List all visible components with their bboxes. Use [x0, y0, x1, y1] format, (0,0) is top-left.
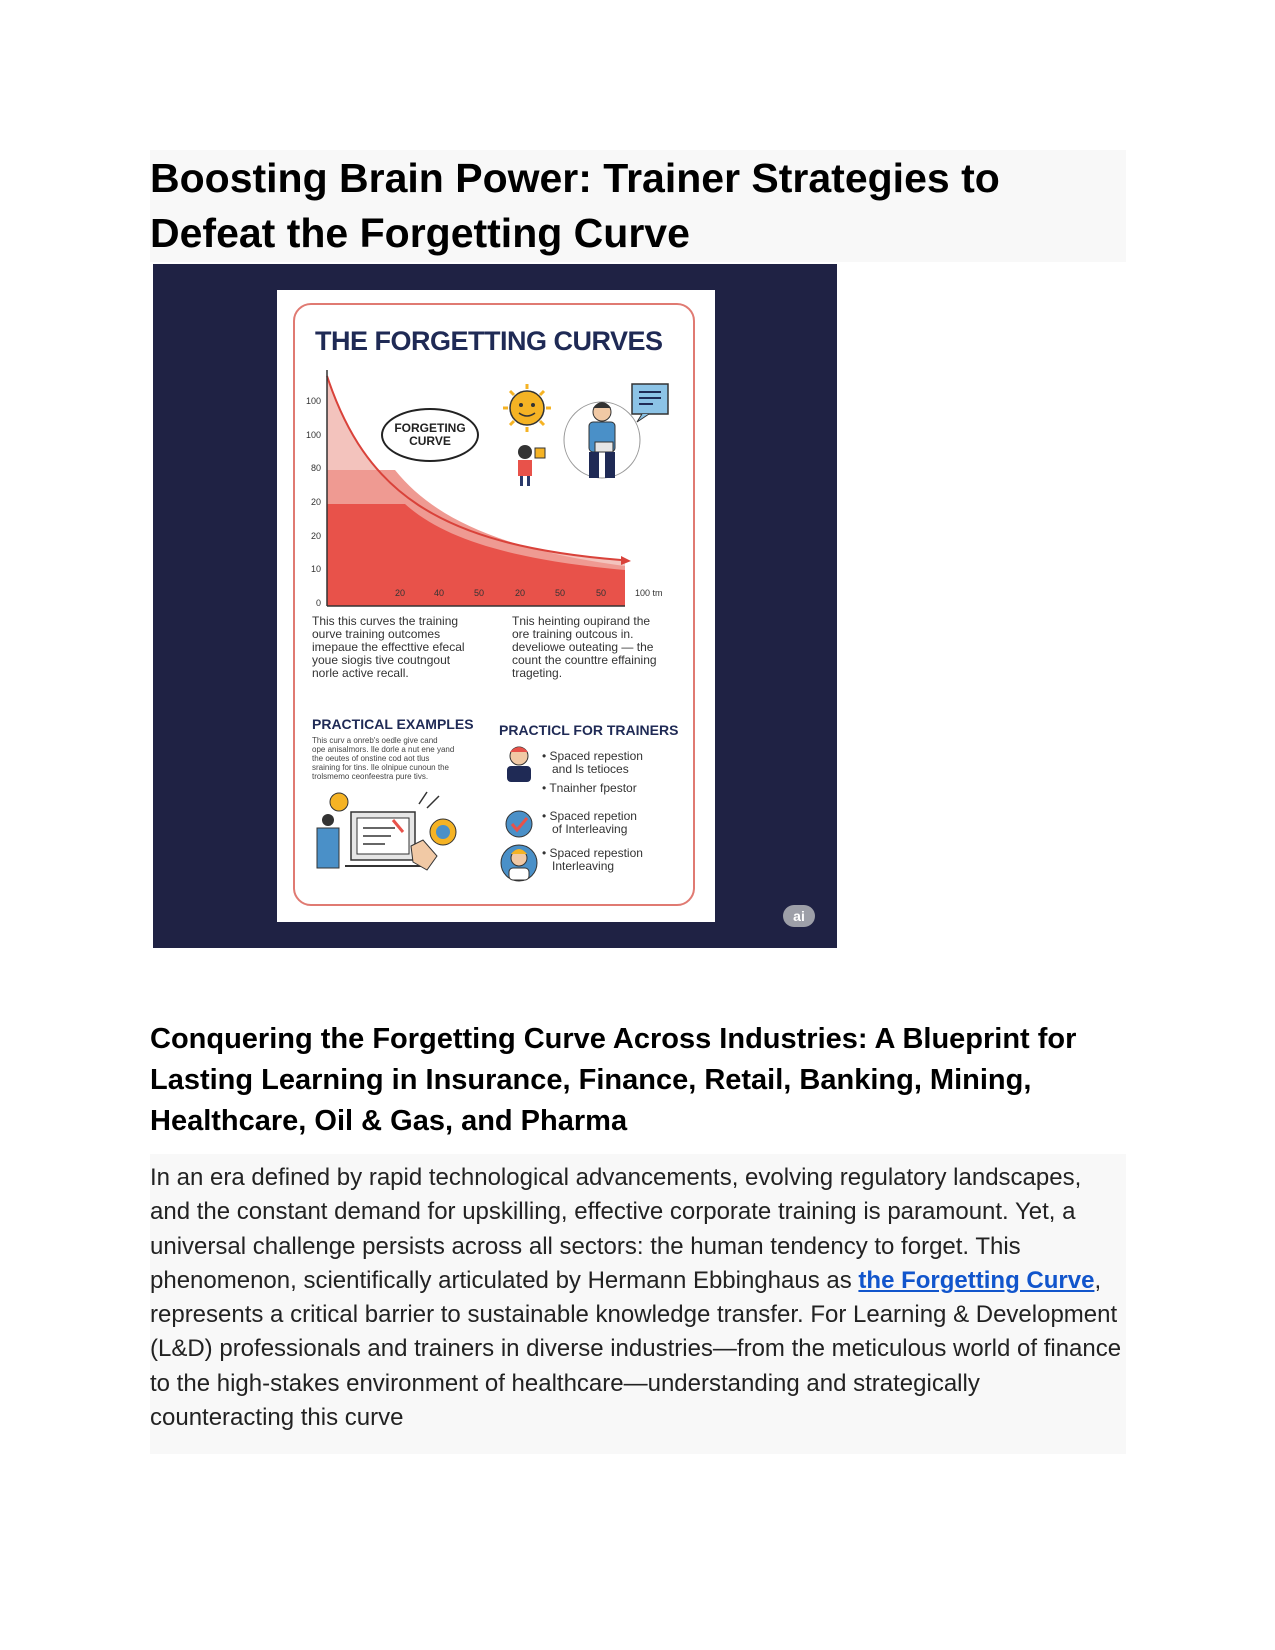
text-line: count the counttre effaining [512, 653, 657, 667]
avatar-icon [507, 747, 531, 782]
bubble-line: FORGETING [394, 421, 466, 435]
computer-illustration [315, 790, 465, 875]
body-paragraph [150, 1154, 1126, 1435]
trainer-illustration [497, 382, 672, 497]
right-paragraph [512, 615, 692, 680]
text-line: trageting. [512, 666, 563, 680]
tip-line: • Tnainher fpestor [542, 781, 637, 795]
text-line: sraining for tins. Ile olnipue cunoun the [312, 763, 449, 772]
text-line: norle active recall. [312, 666, 409, 680]
left-paragraph [312, 615, 487, 680]
y-tick: 0 [315, 598, 321, 608]
title-block [150, 150, 1126, 262]
y-tick: 100 [305, 396, 321, 406]
poster-image [153, 264, 837, 948]
text-line: the oeutes of onstine cod aot tlus [312, 754, 430, 763]
text-line: imepaue the effecttive efecal [312, 640, 465, 654]
text-line: develiowe outeating — the [512, 640, 654, 654]
avatar-icon [501, 845, 537, 881]
body-text: In an era defined by rapid technological advancements, evolving regulatory landscapes, and the constant demand for upskilling, effective corporate training is paramount. Yet, a universal challenge persists across all sectors: the human tendency to forget. This phenomenon, scientifically articulated by Hermann Ebbinghaus as [150, 1164, 1082, 1294]
ai-badge: ai [783, 905, 815, 927]
x-tick: 50 [555, 588, 566, 598]
y-tick: 80 [310, 463, 321, 473]
checkmark-icon [506, 811, 532, 837]
forgetting-curve-bubble [381, 408, 479, 462]
sun-icon [503, 384, 551, 432]
text-line: youe siogis tive coutngout [312, 653, 451, 667]
x-tick: 100 tm [635, 588, 663, 598]
tip-line: of Interleaving [552, 822, 628, 836]
y-tick: 100 [305, 430, 321, 440]
page-title: Boosting Brain Power: Trainer Strategies to Defeat the Forgetting Curve [150, 155, 1000, 256]
text-line: This this curves the training [312, 614, 459, 628]
curve-arrowhead [621, 556, 631, 565]
text-line: This curv a onreb's oedle give cand [312, 736, 438, 745]
forgetting-curve-link[interactable]: the Forgetting Curve [858, 1266, 1095, 1294]
body-block [150, 1154, 1126, 1454]
text-line: trolsmemo ceonfeestra pure tivs. [312, 772, 429, 781]
body-text: , represents a critical barrier to sustainable knowledge transfer. For Learning & Development (L&D) professionals and trainers in diverse industries—from the meticulous world of finance to the high-stakes environment of healthcare—understanding and strategically counteracting this curve [150, 1266, 1122, 1432]
y-tick: 20 [310, 531, 321, 541]
tips-avatars [497, 742, 543, 912]
tip-line: and ls tetioces [552, 762, 629, 776]
poster-title: THE FORGETTING CURVES [315, 326, 663, 356]
y-tick: 20 [310, 497, 321, 507]
x-tick: 20 [515, 588, 526, 598]
practical-examples-heading: PRACTICAL EXAMPLES [312, 716, 474, 732]
x-tick: 50 [596, 588, 607, 598]
tip-item [542, 782, 637, 795]
x-tick: 20 [395, 588, 406, 598]
text-line: Tnis heinting oupirand the [512, 614, 651, 628]
tip-line: • Spaced repestion [542, 846, 643, 860]
x-tick: 40 [434, 588, 445, 598]
child-icon [518, 445, 545, 486]
practical-examples-text [312, 736, 487, 781]
trainer-icon [564, 402, 640, 478]
text-line: ope anisalmors. Ile dorle a nut ene yand [312, 745, 455, 754]
text-line: ore training outcous in. [512, 627, 634, 641]
section-heading: Conquering the Forgetting Curve Across Industries: A Blueprint for Lasting Learning in Insurance, Finance, Retail, Banking, Mining, Healthcare, Oil & Gas, and Pharma [150, 1023, 1077, 1137]
y-tick: 10 [310, 564, 321, 574]
tip-line: Interleaving [552, 859, 615, 873]
tip-item [542, 750, 643, 776]
chat-screen-icon [632, 384, 668, 422]
bubble-line: CURVE [409, 434, 451, 448]
tip-line: • Spaced repestion [542, 749, 643, 763]
tip-line: • Spaced repetion [542, 809, 637, 823]
tip-item [542, 847, 643, 873]
x-tick: 50 [474, 588, 485, 598]
text-line: ourve training outcomes [312, 627, 441, 641]
tip-item [542, 810, 637, 836]
trainers-heading: PRACTICL FOR TRAINERS [499, 722, 679, 738]
poster-page [277, 290, 715, 922]
